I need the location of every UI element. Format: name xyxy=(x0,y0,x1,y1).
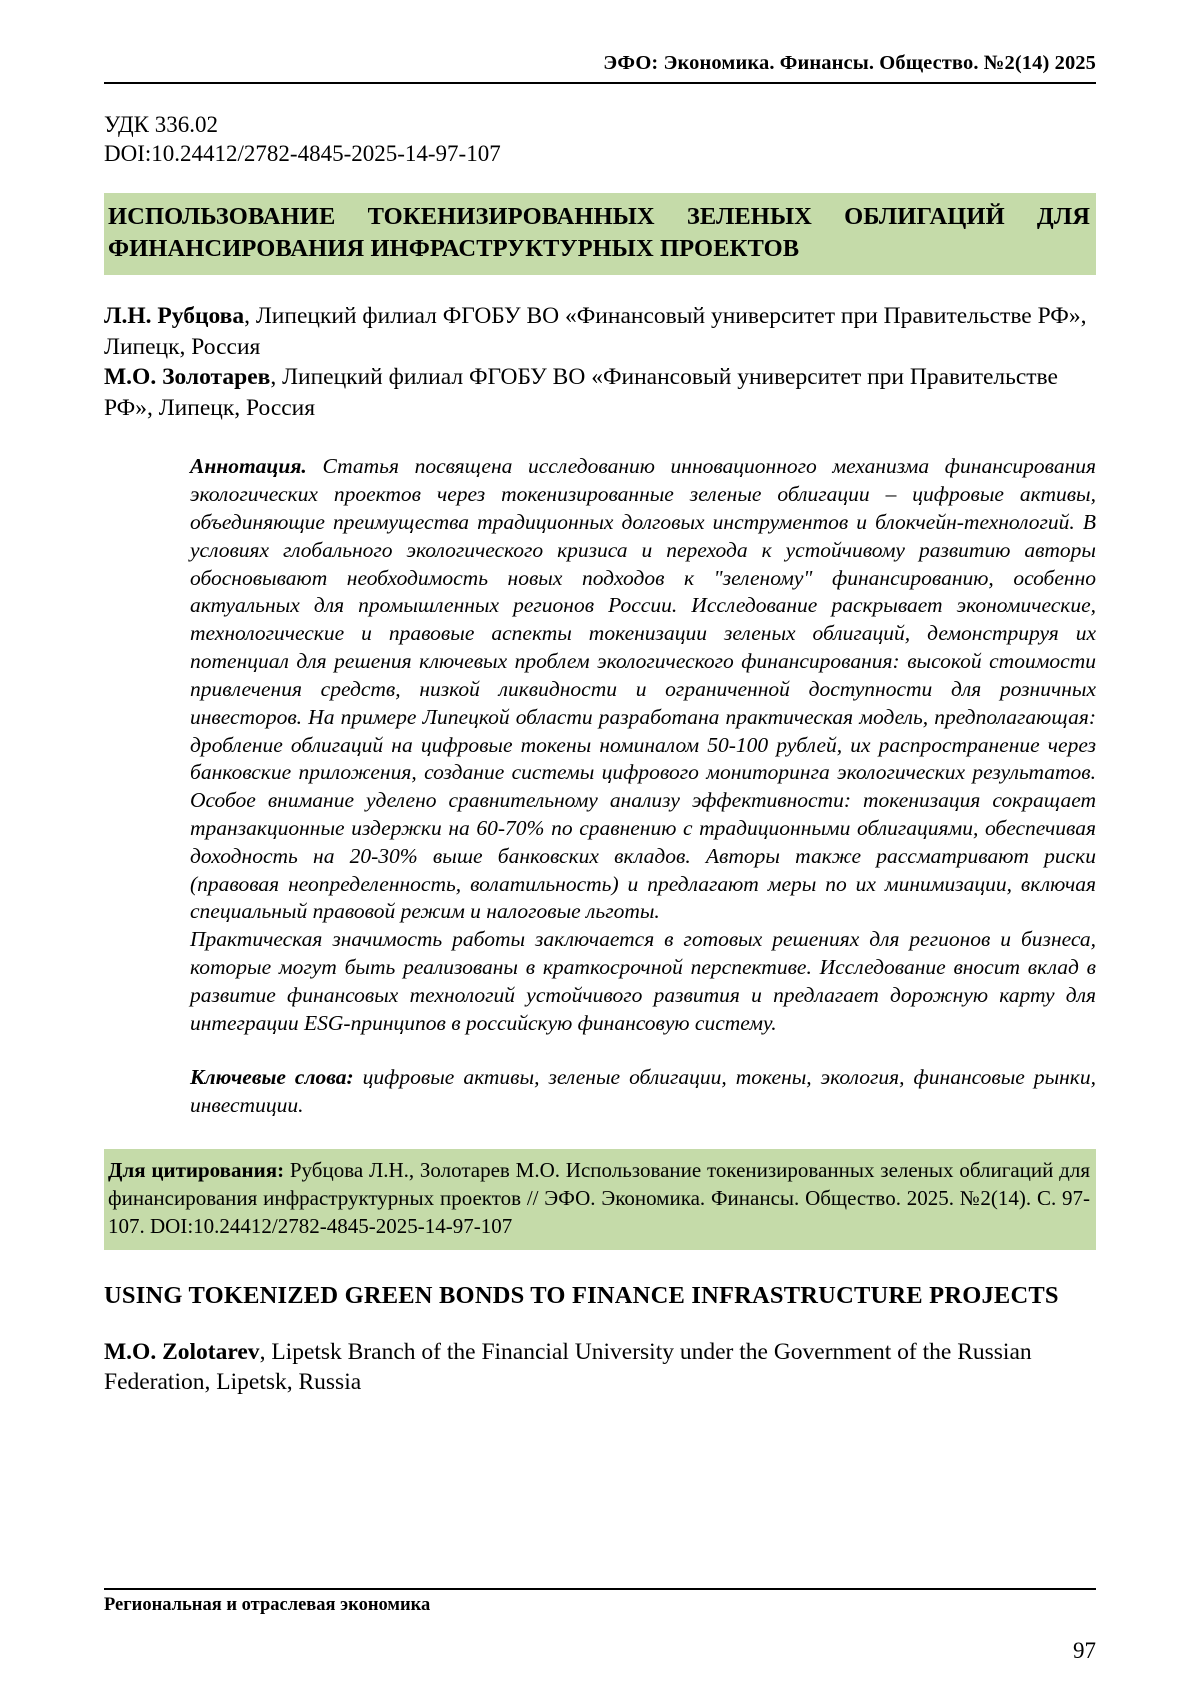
running-head: ЭФО: Экономика. Финансы. Общество. №2(14) 2025 xyxy=(603,52,1096,74)
author-entry xyxy=(104,301,1096,362)
author-name: M.O. Zolotarev xyxy=(104,1338,260,1365)
author-affiliation: , Lipetsk Branch of the Financial University under the Government of the Russian Federation, Lipetsk, Russia xyxy=(104,1338,1032,1396)
author-affiliation: , Липецкий филиал ФГОБУ ВО «Финансовый университет при Правительстве РФ», Липецк, Россия xyxy=(104,303,1087,360)
udk-code: УДК 336.02 xyxy=(104,112,218,137)
header-rule xyxy=(104,82,1096,84)
author-name: Л.Н. Рубцова xyxy=(104,303,245,330)
page-number: 97 xyxy=(1073,1638,1096,1663)
page-title-en: USING TOKENIZED GREEN BONDS TO FINANCE INFRASTRUCTURE PROJECTS xyxy=(104,1282,1059,1310)
author-name: М.О. Золотарев xyxy=(104,364,271,391)
abstract-paragraph: Практическая значимость работы заключается в готовых решениях для регионов и бизнеса, которые могут быть реализованы в краткосрочной перспективе. Исследование вносит вклад в развитие финансовых технологий устойчивого развития и предлагает дорожную карту для интеграции ESG-принципов в российскую финансовую систему. xyxy=(190,927,1096,1035)
citation-block xyxy=(104,1149,1096,1250)
page-title-ru: ИСПОЛЬЗОВАНИЕ ТОКЕНИЗИРОВАННЫХ ЗЕЛЕНЫХ ОБЛИГАЦИЙ ДЛЯ ФИНАНСИРОВАНИЯ ИНФРАСТРУКТУРНЫХ ПРОЕКТОВ xyxy=(104,193,1096,275)
keywords-ru xyxy=(190,1064,1096,1120)
citation-text: Рубцова Л.Н., Золотарев М.О. Использование токенизированных зеленых облигаций для финансирования инфраструктурных проектов // ЭФО. Экономика. Финансы. Общество. 2025. №2(14). С. 97-107. DOI:10.24412/2782-4845-2025-14-97-107 xyxy=(108,1158,1090,1239)
authors-ru xyxy=(104,301,1096,423)
authors-en xyxy=(104,1337,1096,1398)
abstract-label: Аннотация. xyxy=(190,454,307,479)
abstract-ru xyxy=(190,453,1096,1037)
keywords-text: цифровые активы, зеленые облигации, токены, экология, финансовые рынки, инвестиции. xyxy=(190,1064,1096,1117)
footer-rule xyxy=(104,1588,1096,1590)
keywords-label: Ключевые слова: xyxy=(190,1064,354,1089)
abstract-paragraph xyxy=(190,453,1096,926)
front-matter xyxy=(104,110,1096,169)
author-entry xyxy=(104,362,1096,423)
author-affiliation: , Липецкий филиал ФГОБУ ВО «Финансовый университет при Правительстве РФ», Липецк, Россия xyxy=(104,364,1058,421)
footer-section-label: Региональная и отраслевая экономика xyxy=(104,1594,431,1615)
abstract-text: Статья посвящена исследованию инновационного механизма финансирования экологических проектов через токенизированные зеленые облигации – цифровые активы, объединяющие преимущества традиционных долговых инструментов и блокчейн-технологий. В условиях глобального экологического кризиса и перехода к устойчивому развитию авторы обосновывают необходимость новых подходов к "зеленому" финансированию, особенно актуальных для промышленных регионов России. Исследование раскрывает экономические, технологические и правовые аспекты токенизации зеленых облигаций, демонстрируя их потенциал для решения ключевых проблем экологического финансирования: высокой стоимости привлечения средств, низкой ликвидности и ограниченной доступности для розничных инвесторов. На примере Липецкой области разработана практическая модель, предполагающая: дробление облигаций на цифровые токены номиналом 50-100 рублей, их распространение через банковские приложения, создание системы цифрового мониторинга экологических результатов. Особое внимание уделено сравнительному анализу эффективности: токенизация сокращает транзакционные издержки на 60-70% по сравнению с традиционными облигациями, обеспечивая доходность на 20-30% выше банковских вкладов. Авторы также рассматривают риски (правовая неопределенность, волатильность) и предлагают меры по их минимизации, включая специальный правовой режим и налоговые льготы. xyxy=(190,454,1096,924)
citation-label: Для цитирования: xyxy=(108,1158,285,1183)
page-footer xyxy=(104,1588,1096,1664)
doi-code: DOI:10.24412/2782-4845-2025-14-97-107 xyxy=(104,141,501,167)
